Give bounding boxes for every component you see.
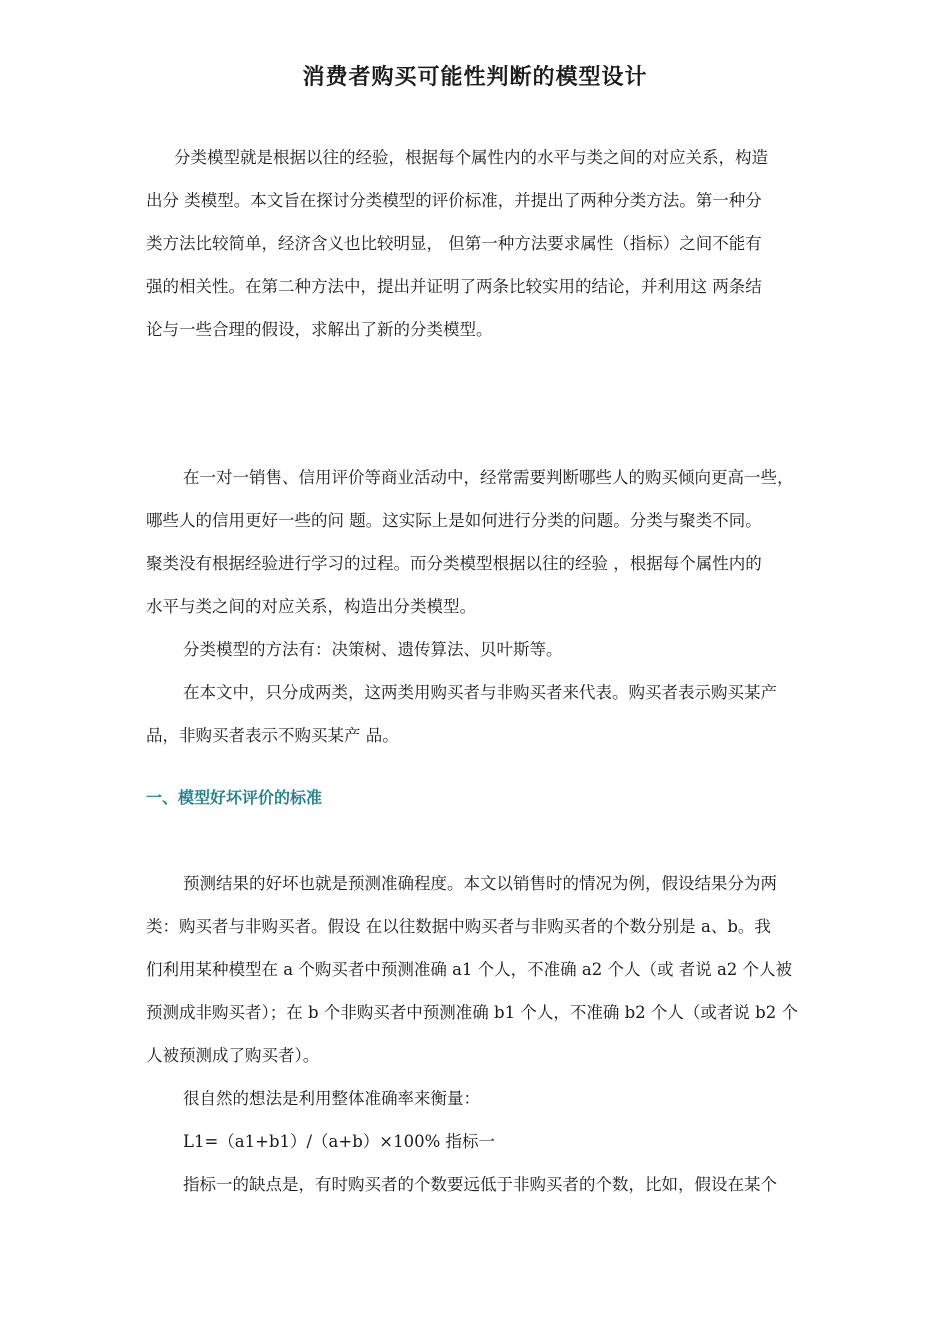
intro-line: 聚类没有根据经验进行学习的过程。而分类模型根据以往的经验 ，根据每个属性内的	[146, 554, 762, 573]
section-heading: 一、模型好坏评价的标准	[146, 788, 323, 807]
document-title: 消费者购买可能性判断的模型设计	[302, 65, 648, 90]
section-line: 预测结果的好坏也就是预测准确程度。本文以销售时的情况为例，假设结果分为两	[183, 874, 777, 893]
abstract-line: 论与一些合理的假设，求解出了新的分类模型。	[146, 320, 493, 339]
section-line: 预测成非购买者）；在 b 个非购买者中预测准确 b1 个人，不准确 b2 个人（或者说 b2 个	[146, 1003, 798, 1022]
section-line: 类：购买者与非购买者。假设 在以往数据中购买者与非购买者的个数分别是 a、b。我	[146, 917, 771, 936]
intro-line: 哪些人的信用更好一些的问 题。这实际上是如何进行分类的问题。分类与聚类不同。	[146, 511, 762, 530]
section-line: 人被预测成了购买者）。	[146, 1046, 320, 1065]
formula-line: L1=（a1+b1）/（a+b）×100% 指标一	[183, 1132, 496, 1151]
intro-line: 分类模型的方法有：决策树、遗传算法、贝叶斯等。	[183, 640, 563, 659]
abstract-line: 出分 类模型。本文旨在探讨分类模型的评价标准，并提出了两种分类方法。第一种分	[146, 191, 762, 210]
abstract-line: 分类模型就是根据以往的经验，根据每个属性内的水平与类之间的对应关系，构造	[174, 148, 768, 167]
intro-line: 在本文中，只分成两类，这两类用购买者与非购买者来代表。购买者表示购买某产	[183, 683, 777, 702]
section-line: 很自然的想法是利用整体准确率来衡量：	[183, 1089, 480, 1108]
section-line: 们利用某种模型在 a 个购买者中预测准确 a1 个人，不准确 a2 个人（或 者说 a2 个人被	[146, 960, 793, 979]
abstract-line: 强的相关性。在第二种方法中，提出并证明了两条比较实用的结论，并利用这 两条结	[146, 277, 762, 296]
intro-line: 水平与类之间的对应关系，构造出分类模型。	[146, 597, 476, 616]
abstract-line: 类方法比较简单，经济含义也比较明显， 但第一种方法要求属性（指标）之间不能有	[146, 234, 762, 253]
intro-line: 在一对一销售、信用评价等商业活动中，经常需要判断哪些人的购买倾向更高一些，	[183, 468, 794, 487]
intro-line: 品，非购买者表示不购买某产 品。	[146, 726, 399, 745]
section-line: 指标一的缺点是，有时购买者的个数要远低于非购买者的个数，比如，假设在某个	[183, 1175, 777, 1194]
